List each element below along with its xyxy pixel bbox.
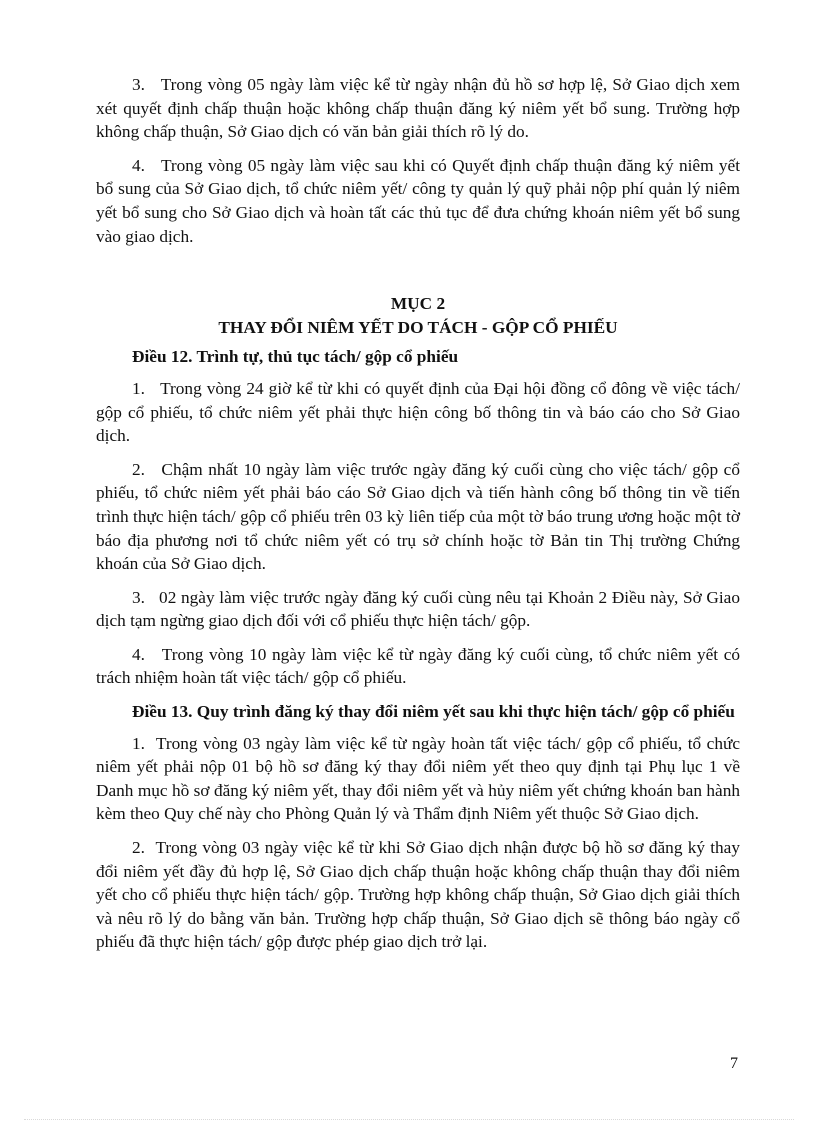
article-12-clause-4: 4. Trong vòng 10 ngày làm việc kể từ ngày đăng ký cuối cùng, tổ chức niêm yết có trách nhiệm hoàn tất việc tách/ gộp cổ phiếu. [96,644,740,688]
section-number: MỤC 2 [390,294,446,314]
article-13-clause-1: 1. Trong vòng 03 ngày làm việc kể từ ngày hoàn tất việc tách/ gộp cổ phiếu, tổ chức niêm yết phải nộp 01 bộ hồ sơ đăng ký thay đổi niêm yết theo quy định tại Phụ lục 1 về Danh mục hồ sơ đăng ký niêm yết, thay đổi niêm yết và hủy niêm yết chứng khoán ban hành kèm theo Quy chế này cho Phòng Quản lý và Thẩm định Niêm yết thuộc Sở Giao dịch. [96,733,740,824]
article-13-clause-2: 2. Trong vòng 03 ngày việc kể từ khi Sở Giao dịch nhận được bộ hồ sơ đăng ký thay đổi niêm yết đầy đủ hợp lệ, Sở Giao dịch chấp thuận hoặc không chấp thuận thay đổi niêm yết cho cổ phiếu thực hiện tách/ gộp. Trường hợp không chấp thuận, Sở Giao dịch giải thích và nêu rõ lý do bằng văn bản. Trường hợp chấp thuận, Sở Giao dịch sẽ thông báo ngày cổ phiếu đã thực hiện tách/ gộp được phép giao dịch trở lại. [96,838,740,952]
page-bottom-divider [24,1119,794,1120]
paragraph-item-3: 3. Trong vòng 05 ngày làm việc kể từ ngày nhận đủ hồ sơ hợp lệ, Sở Giao dịch xem xét quyết định chấp thuận hoặc không chấp thuận đăng ký niêm yết bổ sung. Trường hợp không chấp thuận, Sở Giao dịch có văn bản giải thích rõ lý do. [96,75,740,142]
article-12-clause-2: 2. Chậm nhất 10 ngày làm việc trước ngày đăng ký cuối cùng cho việc tách/ gộp cổ phiếu, tổ chức niêm yết phải báo cáo Sở Giao dịch và tiến hành công bố thông tin về tiến trình thực hiện tách/ gộp cổ phiếu trên 03 kỳ liên tiếp của một tờ báo trung ương hoặc một tờ báo địa phương nơi tổ chức niêm yết có trụ sở chính hoặc tờ Bản tin Thị trường Chứng khoán của Sở Giao dịch. [96,459,740,574]
section-spacer [96,258,740,292]
paragraph-item-4: 4. Trong vòng 05 ngày làm việc sau khi có Quyết định chấp thuận đăng ký niêm yết bổ sung của Sở Giao dịch, tổ chức niêm yết/ công ty quản lý quỹ phải nộp phí quản lý niêm yết bổ sung cho Sở Giao dịch và hoàn tất các thủ tục để đưa chứng khoán niêm yết bổ sung vào giao dịch. [96,155,740,246]
page-content [96,73,740,964]
article-12-title: Điều 12. Trình tự, thủ tục tách/ gộp cổ phiếu [132,347,459,367]
article-12-clause-3: 3. 02 ngày làm việc trước ngày đăng ký cuối cùng nêu tại Khoản 2 Điều này, Sở Giao dịch tạm ngừng giao dịch đối với cổ phiếu thực hiện tách/ gộp. [96,587,740,631]
article-13-title: Điều 13. Quy trình đăng ký thay đổi niêm yết sau khi thực hiện tách/ gộp cổ phiếu [132,702,735,722]
article-12-clause-1: 1. Trong vòng 24 giờ kể từ khi có quyết định của Đại hội đồng cổ đông về việc tách/ gộp cổ phiếu, tổ chức niêm yết phải thực hiện công bố thông tin và báo cáo cho Sở Giao dịch. [96,378,740,446]
section-title: THAY ĐỔI NIÊM YẾT DO TÁCH - GỘP CỔ PHIẾU [218,317,618,337]
page-number: 7 [730,1055,738,1072]
